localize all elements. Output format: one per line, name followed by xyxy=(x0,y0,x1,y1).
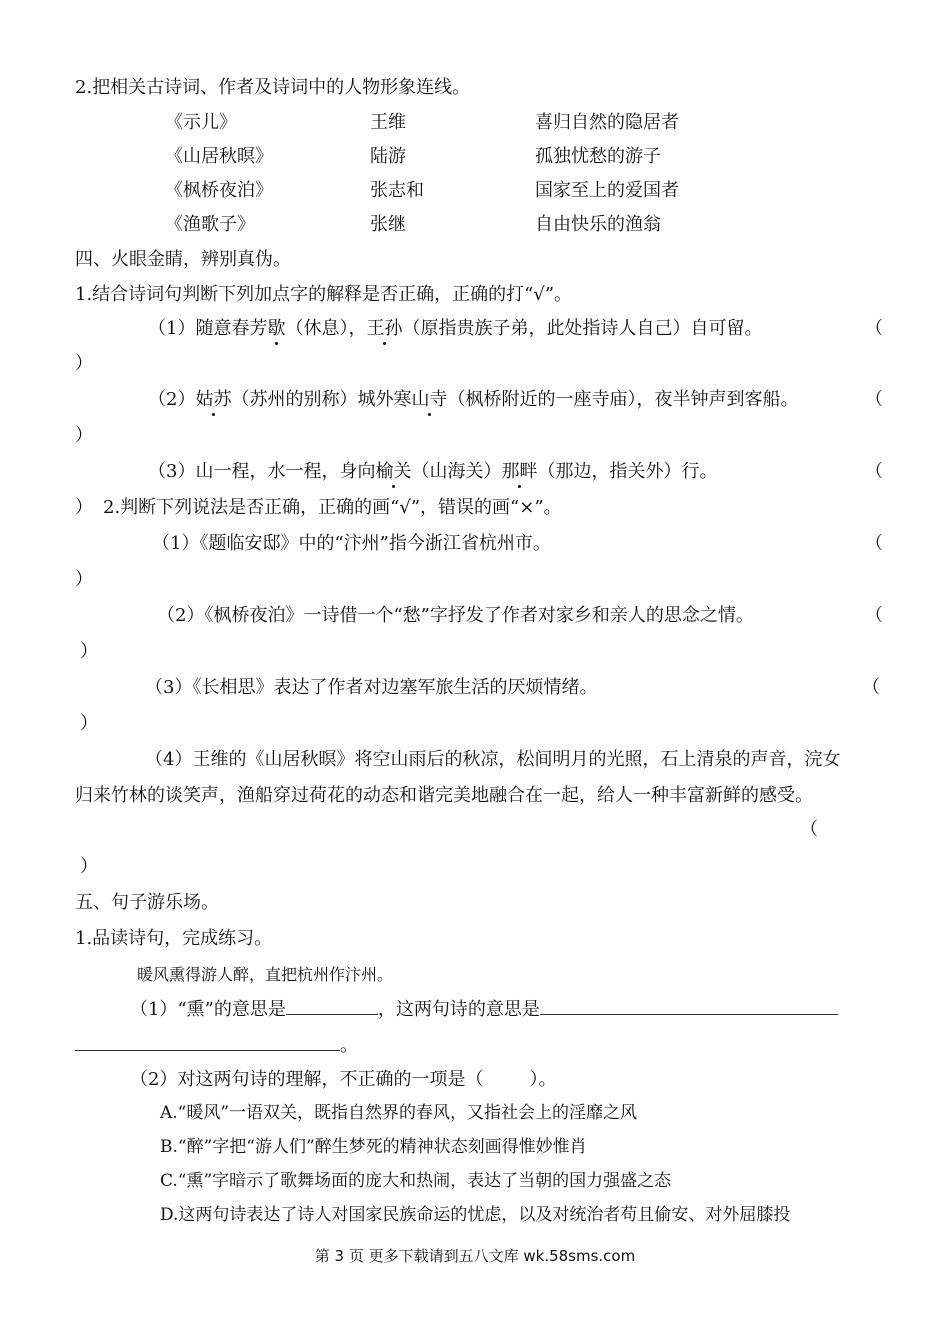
paren-open-6: （ xyxy=(862,677,880,698)
s2-part-c: （枫桥附近的一座寺庙），夜半钟声到客船。 xyxy=(447,389,799,410)
s3-part-c: （那边，指关外）行。 xyxy=(537,461,718,482)
option-a: A.“暖风”一语双关，既指自然界的春风，又指社会上的淫靡之风 xyxy=(160,1103,638,1123)
paren-open-3: （ xyxy=(865,461,883,482)
paren-close-3: ） xyxy=(75,497,93,518)
s2-dotted-2: 山寺 xyxy=(411,389,448,410)
image-3: 国家至上的爱国者 xyxy=(535,180,679,201)
paren-open-5: （ xyxy=(865,605,883,626)
sec5-title: 五、句子游乐场。 xyxy=(75,892,219,913)
page-footer: 第 3 页 更多下载请到五八文库 wk.58sms.com xyxy=(314,1247,636,1265)
sec4-q2: 2.判断下列说法是否正确，正确的画“√”，错误的画“×”。 xyxy=(103,497,562,518)
paren-close-7: ） xyxy=(80,856,98,877)
paren-open-7: （ xyxy=(800,819,818,840)
paren-open-1: （ xyxy=(865,318,883,339)
paren-close-5: ） xyxy=(80,641,98,662)
part1-prefix: （1）“熏”的意思是 xyxy=(130,999,286,1020)
part1-line1 xyxy=(130,996,838,1022)
s1-dotted-1: 歇 xyxy=(267,318,286,339)
author-3: 张志和 xyxy=(370,180,424,201)
paren-close-6: ） xyxy=(80,713,98,734)
sec5-q1: 1.品读诗句，完成练习。 xyxy=(75,928,273,949)
poem-1: 《示儿》 xyxy=(165,112,237,133)
option-b: B.“醉”字把“游人们”醉生梦死的精神状态刻画得惟妙惟肖 xyxy=(160,1137,587,1157)
judge-4-line1: （4）王维的《山居秋暝》将空山雨后的秋凉，松间明月的光照，石上清泉的声音，浣女 xyxy=(145,749,841,770)
author-4: 张继 xyxy=(370,214,406,235)
statement-3 xyxy=(148,460,717,484)
paren-close-1: ） xyxy=(75,353,93,374)
part1-line2 xyxy=(75,1032,358,1058)
s2-dotted-1: 姑苏 xyxy=(195,389,232,410)
s3-dotted-2: 那畔 xyxy=(501,461,538,482)
blank-translation-1[interactable] xyxy=(540,996,838,1015)
part2-end: ）。 xyxy=(529,1069,557,1090)
part2 xyxy=(130,1068,556,1092)
s3-dotted-1: 榆关 xyxy=(375,461,412,482)
statement-2 xyxy=(148,388,798,412)
poem-3: 《枫桥夜泊》 xyxy=(165,180,273,201)
option-d: D.这两句诗表达了诗人对国家民族命运的忧虑，以及对统治者苟且偷安、对外屈膝投 xyxy=(160,1205,791,1225)
verse: 暖风熏得游人醉，直把杭州作汴州。 xyxy=(137,965,394,984)
paren-open-4: （ xyxy=(865,533,883,554)
sec4-title: 四、火眼金睛，辨别真伪。 xyxy=(75,249,291,270)
part1-middle: ，这两句诗的意思是 xyxy=(377,999,540,1020)
s2-part-a: （2） xyxy=(148,389,196,410)
s3-part-a: （3）山一程，水一程，身向 xyxy=(148,461,376,482)
image-2: 孤独忧愁的游子 xyxy=(535,146,661,167)
s3-part-b: （山海关） xyxy=(411,461,502,482)
s1-part-c: （原指贵族子弟，此处指诗人自己）自可留。 xyxy=(402,318,763,339)
judge-1: （1）《题临安邸》中的“汴州”指今浙江省杭州市。 xyxy=(152,533,551,554)
s1-dotted-2: 王孙 xyxy=(366,318,403,339)
s1-part-b: （休息）， xyxy=(285,318,367,339)
statement-1 xyxy=(148,317,762,341)
judge-3: （3）《长相思》表达了作者对边塞军旅生活的厌烦情绪。 xyxy=(145,677,598,698)
sec4-q1: 1.结合诗词句判断下列加点字的解释是否正确，正确的打“√”。 xyxy=(75,284,573,305)
author-2: 陆游 xyxy=(370,146,406,167)
poem-4: 《渔歌子》 xyxy=(165,214,255,235)
part1-end: 。 xyxy=(340,1035,358,1056)
image-1: 喜归自然的隐居者 xyxy=(535,112,679,133)
author-1: 王维 xyxy=(370,112,406,133)
paren-close-4: ） xyxy=(75,569,93,590)
s1-part-a: （1）随意春芳 xyxy=(148,318,268,339)
blank-meaning[interactable] xyxy=(286,996,378,1015)
blank-translation-2[interactable] xyxy=(75,1032,340,1051)
paren-open-2: （ xyxy=(865,389,883,410)
part2-text: （2）对这两句诗的理解，不正确的一项是（ xyxy=(130,1069,484,1090)
option-c: C.“熏”字暗示了歌舞场面的庞大和热闹，表达了当朝的国力强盛之态 xyxy=(160,1171,672,1191)
judge-2: （2）《枫桥夜泊》一诗借一个“愁”字抒发了作者对家乡和亲人的思念之情。 xyxy=(157,605,754,626)
paren-close-2: ） xyxy=(75,425,93,446)
image-4: 自由快乐的渔翁 xyxy=(535,214,661,235)
s2-part-b: （苏州的别称）城外寒 xyxy=(231,389,412,410)
judge-4-line2: 归来竹林的谈笑声，渔船穿过荷花的动态和谐完美地融合在一起，给人一种丰富新鲜的感受。 xyxy=(75,785,813,806)
q2-title: 2.把相关古诗词、作者及诗词中的人物形象连线。 xyxy=(75,77,471,98)
poem-2: 《山居秋暝》 xyxy=(165,146,273,167)
